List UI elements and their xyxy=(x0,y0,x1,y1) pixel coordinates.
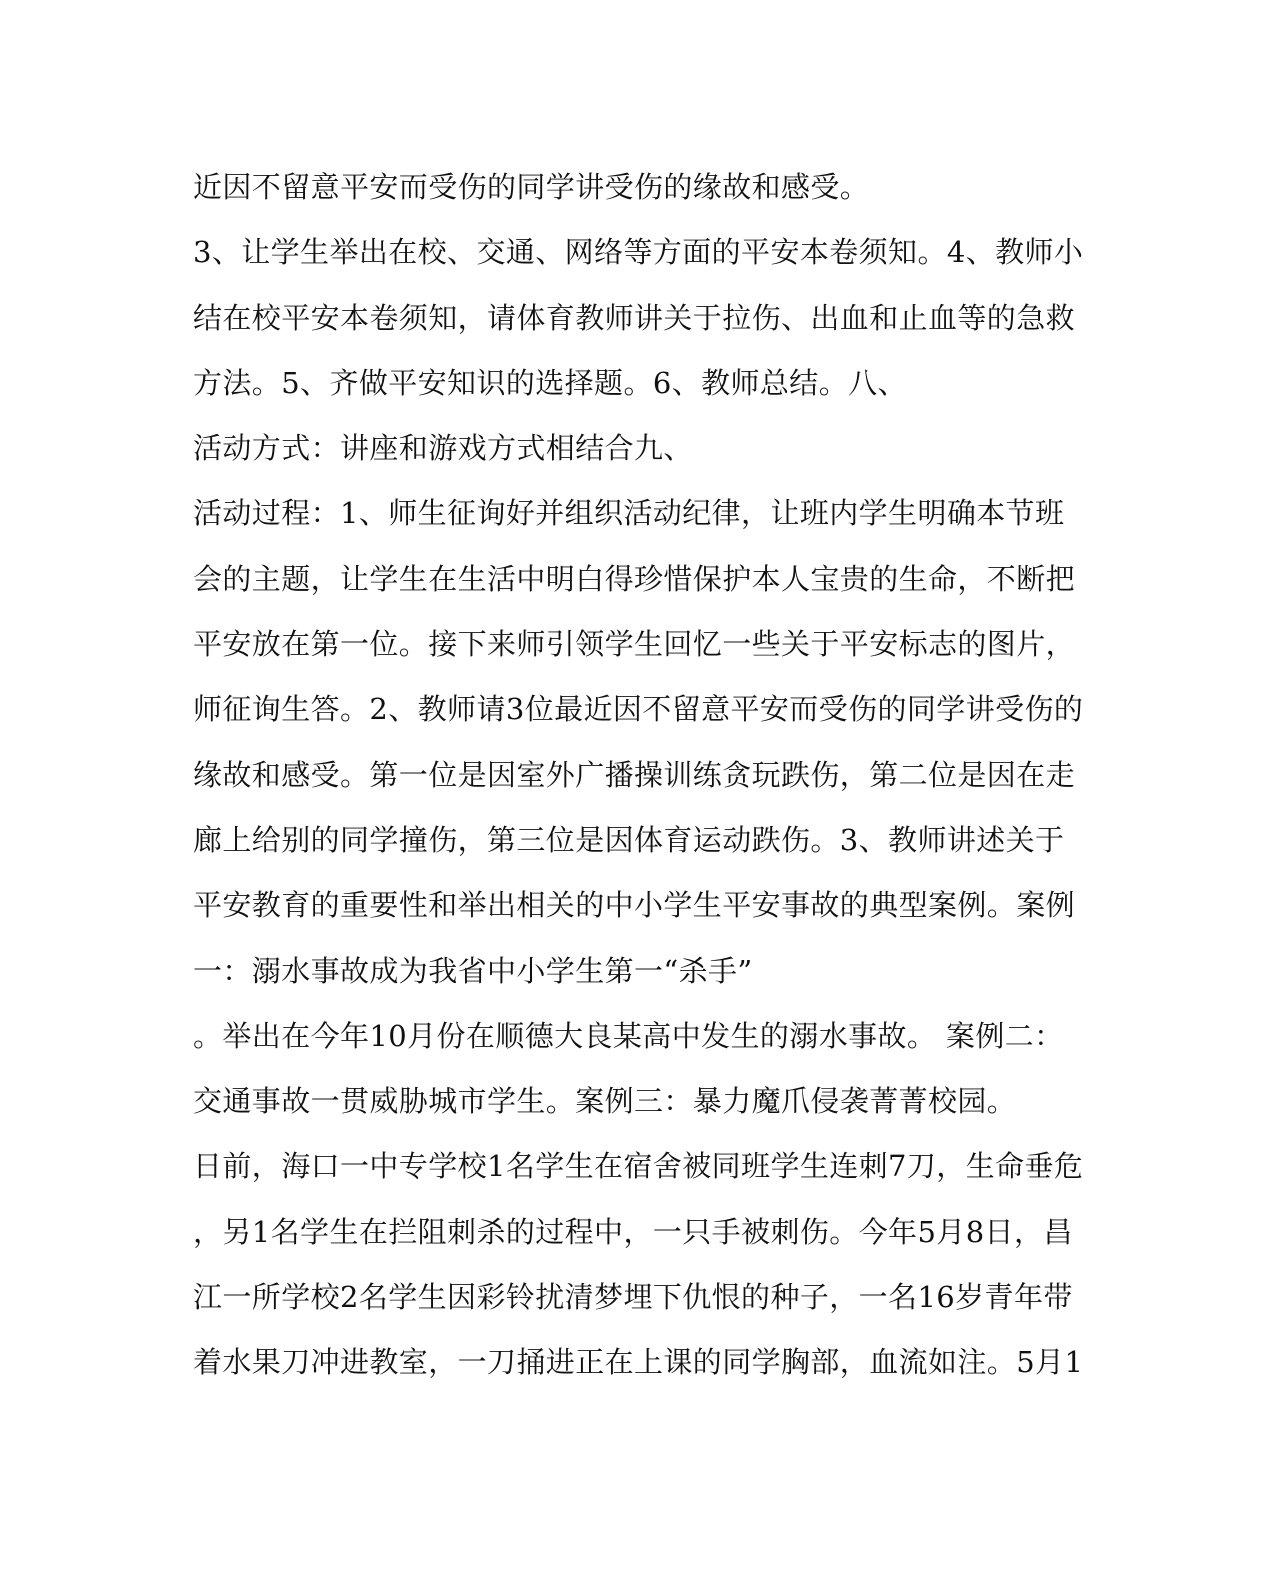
text-line: 会的主题，让学生在生活中明白得珍惜保护本人宝贵的生命，不断把 xyxy=(193,561,1076,596)
text-line: 一：溺水事故成为我省中小学生第一“杀手” xyxy=(193,953,753,988)
text-line: 活动方式：讲座和游戏方式相结合九、 xyxy=(193,431,693,466)
text-line: 。举出在今年10月份在顺德大良某高中发生的溺水事故。 案例二： xyxy=(193,1018,1064,1053)
text-line: 日前，海口一中专学校1名学生在宿舍被同班学生连刺7刀，生命垂危 xyxy=(193,1149,1084,1184)
text-line: 江一所学校2名学生因彩铃扰清梦埋下仇恨的种子，一名16岁青年带 xyxy=(193,1280,1073,1315)
text-line: 师征询生答。2、教师请3位最近因不留意平安而受伤的同学讲受伤的 xyxy=(193,692,1084,727)
text-line: 方法。5、齐做平安知识的选择题。6、教师总结。八、 xyxy=(193,365,907,400)
text-line: 活动过程：1、师生征询好并组织活动纪律，让班内学生明确本节班 xyxy=(193,496,1065,531)
text-line: 交通事故一贯威胁城市学生。案例三：暴力魔爪侵袭菁菁校园。 xyxy=(193,1084,1017,1119)
text-line: 平安放在第一位。接下来师引领学生回忆一些关于平安标志的图片， xyxy=(193,627,1076,662)
text-line: 平安教育的重要性和举出相关的中小学生平安事故的典型案例。案例 xyxy=(193,888,1076,923)
text-line: ，另1名学生在拦阻刺杀的过程中，一只手被刺伤。今年5月8日，昌 xyxy=(193,1214,1073,1249)
text-line: 近因不留意平安而受伤的同学讲受伤的缘故和感受。 xyxy=(193,170,870,204)
text-line: 着水果刀冲进教室，一刀捅进正在上课的同学胸部，血流如注。5月1 xyxy=(193,1345,1084,1380)
body-text xyxy=(193,160,1084,1401)
text-line: 缘故和感受。第一位是因室外广播操训练贪玩跌伤，第二位是因在走 xyxy=(193,757,1076,792)
text-line: 结在校平安本卷须知，请体育教师讲关于拉伤、出血和止血等的急救 xyxy=(193,300,1076,335)
text-line: 3、让学生举出在校、交通、网络等方面的平安本卷须知。4、教师小 xyxy=(193,235,1084,270)
text-line: 廊上给别的同学撞伤，第三位是因体育运动跌伤。3、教师讲述关于 xyxy=(193,822,1065,857)
